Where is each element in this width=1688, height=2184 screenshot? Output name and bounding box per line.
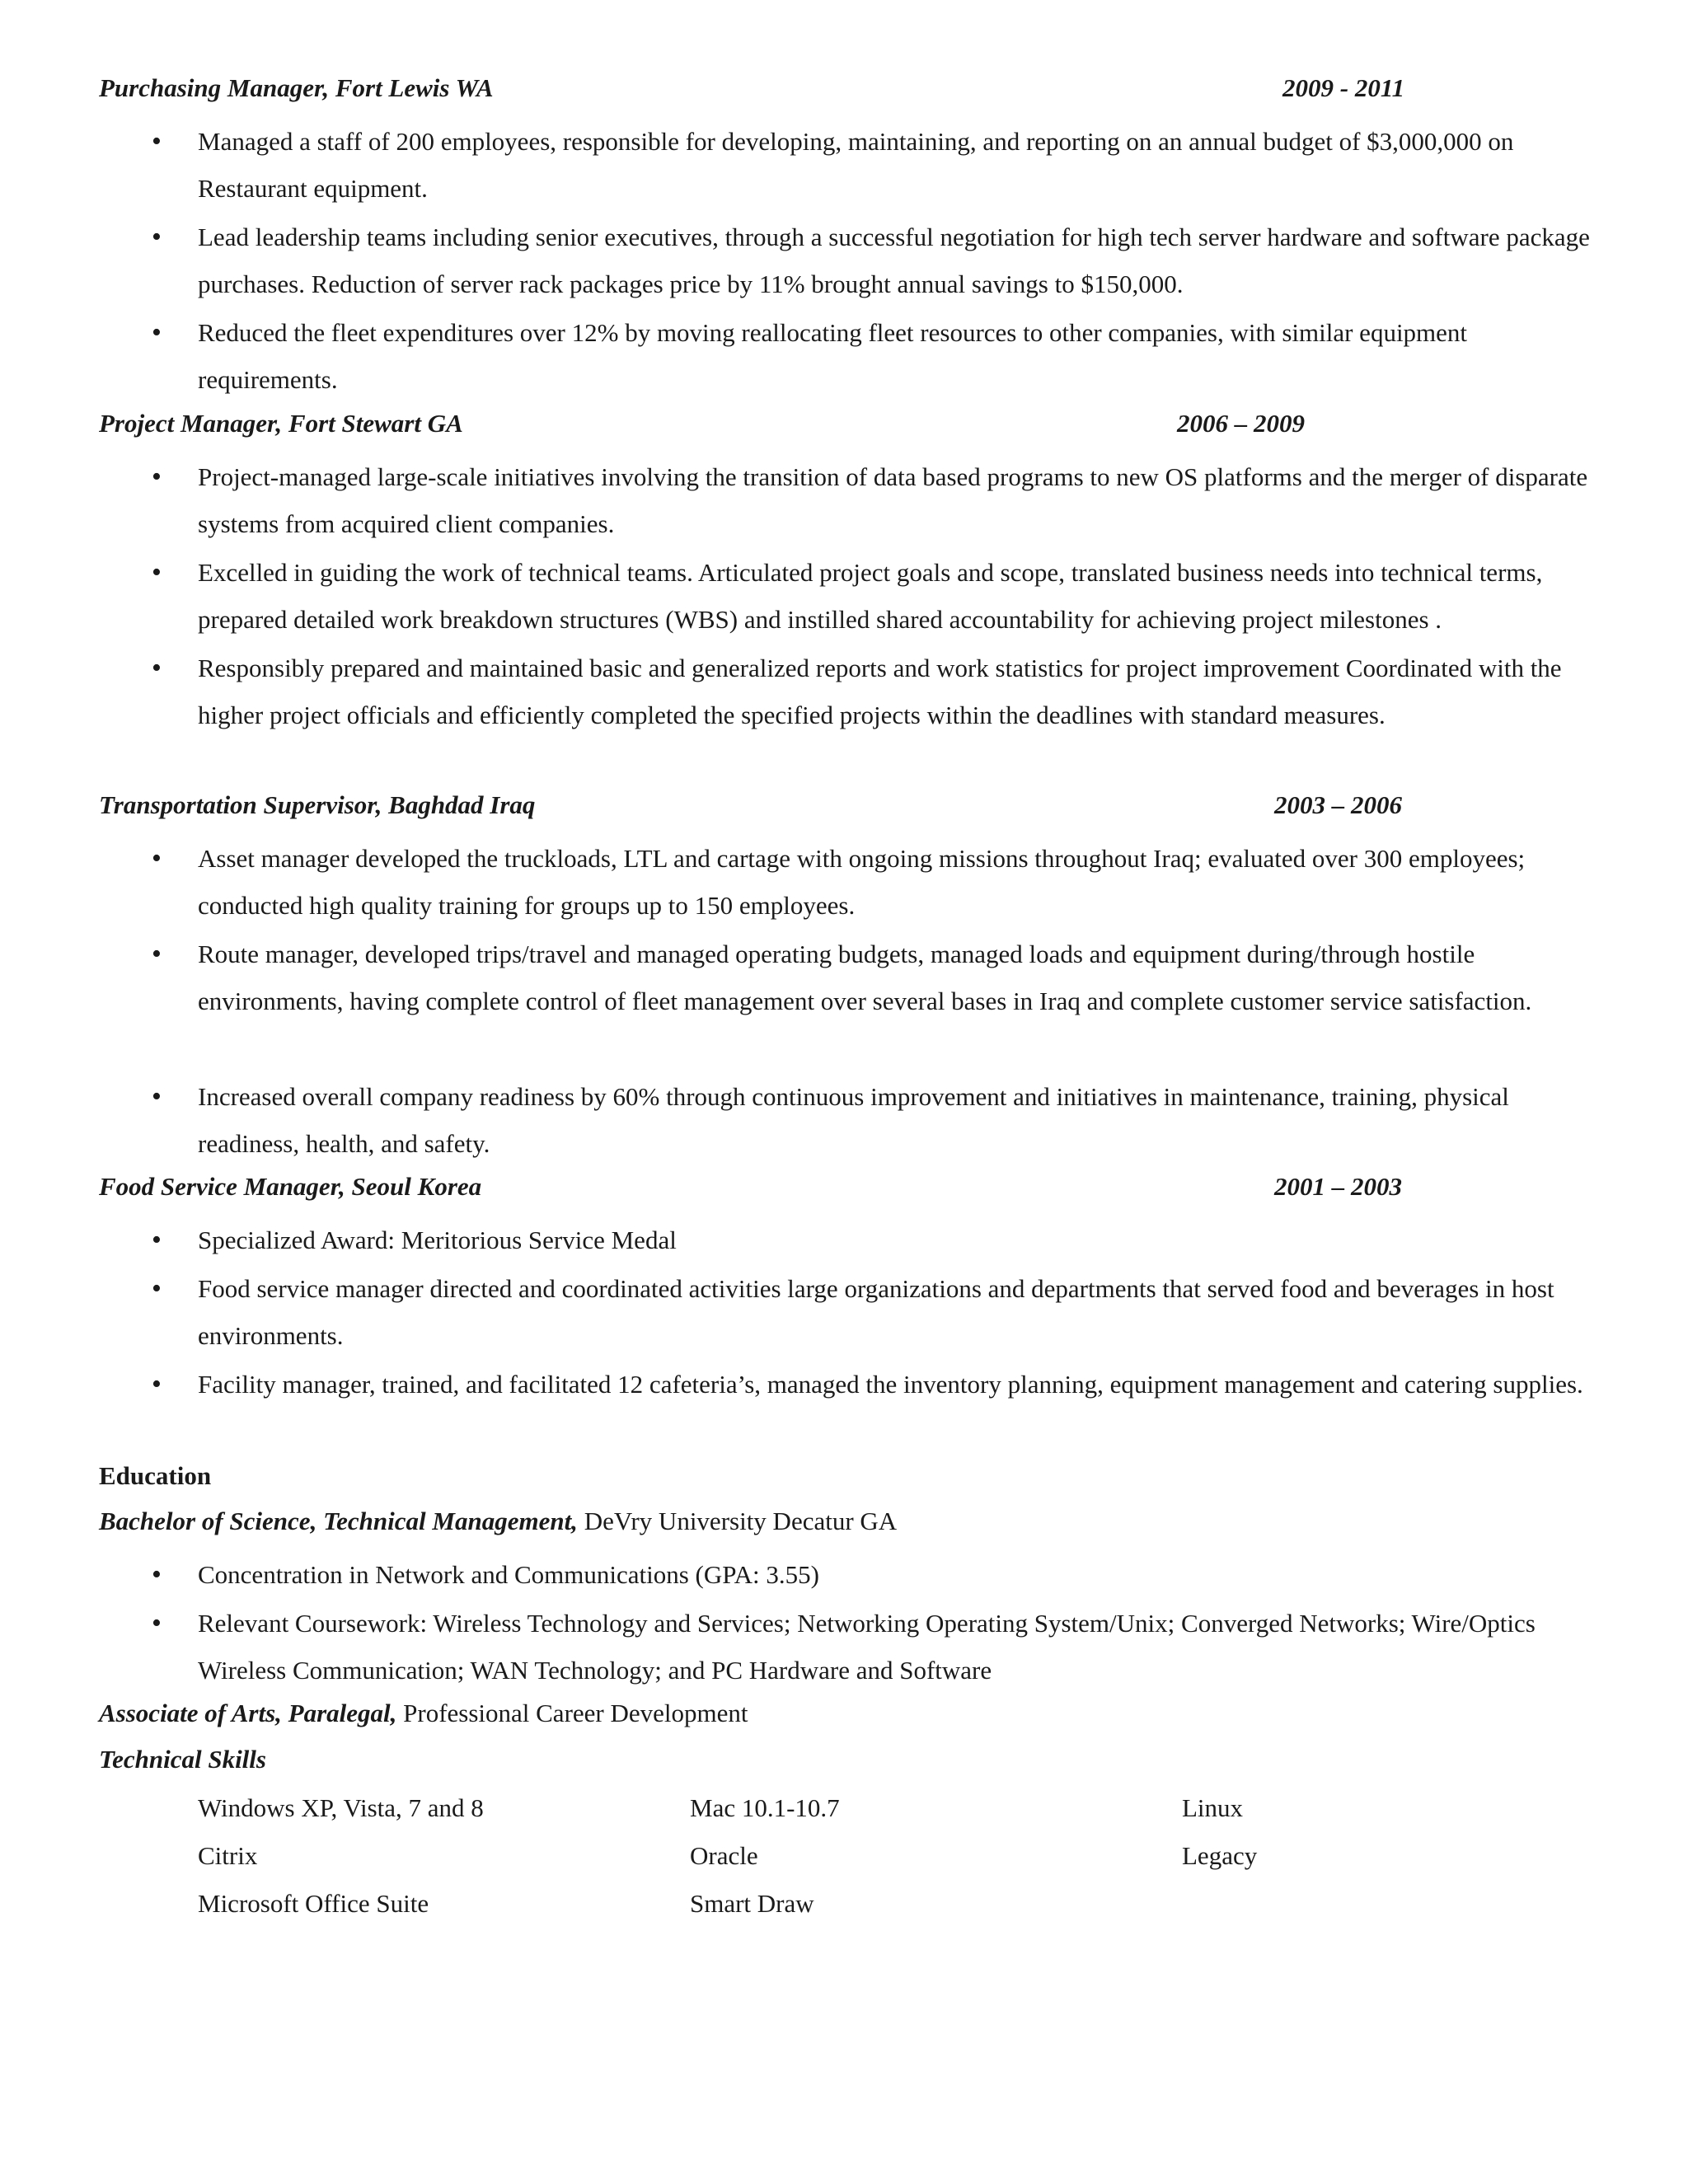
job-bullet: • Asset manager developed the truckloads, LTL and cartage with ongoing missions throughout Iraq; evaluated over 300 employees; conducted high quality training for groups up to 150 employees.: [198, 835, 1591, 929]
job-title: Food Service Manager, Seoul Korea: [99, 1172, 482, 1201]
job-title: Purchasing Manager, Fort Lewis WA: [99, 73, 494, 102]
degree-bachelor: [99, 1505, 897, 1538]
job-bullet: • Managed a staff of 200 employees, responsible for developing, maintaining, and reporting on an annual budget of $3,000,000 on Restaurant equipment.: [198, 118, 1591, 212]
degree-associate: [99, 1697, 748, 1730]
job-bullet: • Project-managed large-scale initiatives involving the transition of data based programs to new OS platforms and the merger of disparate systems from acquired client companies.: [198, 453, 1591, 547]
job-bullet: • Food service manager directed and coordinated activities large organizations and departments that served food and beverages in host environments.: [198, 1265, 1591, 1359]
job-bullet: • Reduced the fleet expenditures over 12% by moving reallocating fleet resources to other companies, with similar equipment requirements.: [198, 309, 1591, 403]
job-dates: 2001 – 2003: [1274, 1172, 1402, 1201]
education-heading: Education: [99, 1461, 212, 1490]
skill-item: Legacy: [1182, 1841, 1258, 1870]
job-dates: 2003 – 2006: [1274, 790, 1402, 819]
skill-item: Mac 10.1-10.7: [690, 1793, 840, 1822]
skill-item: Linux: [1182, 1793, 1244, 1822]
skills-heading: Technical Skills: [99, 1745, 266, 1774]
job-title: Transportation Supervisor, Baghdad Iraq: [99, 790, 536, 819]
job-bullet: • Route manager, developed trips/travel and managed operating budgets, managed loads and equipment during/through hostile environments, having complete control of fleet management over several bases in Iraq and complete customer service satisfaction.: [198, 930, 1591, 1024]
skill-item: Oracle: [690, 1841, 758, 1870]
job-bullet: • Increased overall company readiness by 60% through continuous improvement and initiatives in maintenance, training, physical readiness, health, and safety.: [198, 1073, 1591, 1167]
skill-item: Windows XP, Vista, 7 and 8: [198, 1793, 484, 1822]
job-dates: 2009 - 2011: [1282, 73, 1405, 102]
skill-item: Smart Draw: [690, 1889, 814, 1918]
degree-school: Professional Career Development: [396, 1699, 748, 1727]
skill-item: Microsoft Office Suite: [198, 1889, 429, 1918]
education-bullet: • Concentration in Network and Communications (GPA: 3.55): [198, 1551, 1591, 1598]
job-dates: 2006 – 2009: [1177, 409, 1305, 438]
degree-name: Bachelor of Science, Technical Management,: [99, 1507, 578, 1535]
degree-name: Associate of Arts, Paralegal,: [99, 1699, 397, 1727]
degree-school: DeVry University Decatur GA: [577, 1507, 898, 1535]
job-bullet: • Lead leadership teams including senior executives, through a successful negotiation for high tech server hardware and software package purchases. Reduction of server rack packages price by 11% brought annual savings to $150,000.: [198, 213, 1591, 307]
job-title: Project Manager, Fort Stewart GA: [99, 409, 463, 438]
job-bullet: • Specialized Award: Meritorious Service Medal: [198, 1216, 1591, 1263]
job-bullet: • Facility manager, trained, and facilitated 12 cafeteria’s, managed the inventory planning, equipment management and catering supplies.: [198, 1361, 1591, 1408]
education-bullet: • Relevant Coursework: Wireless Technology and Services; Networking Operating System/Unix; Converged Networks; Wire/Optics Wireless Communication; WAN Technology; and PC Hardware and Software: [198, 1600, 1591, 1694]
job-bullet: • Excelled in guiding the work of technical teams. Articulated project goals and scope, translated business needs into technical terms, prepared detailed work breakdown structures (WBS) and instilled shared accountability for achieving project milestones .: [198, 549, 1591, 643]
job-bullet: • Responsibly prepared and maintained basic and generalized reports and work statistics for project improvement Coordinated with the higher project officials and efficiently completed the specified projects within the deadlines with standard measures.: [198, 644, 1591, 738]
skill-item: Citrix: [198, 1841, 258, 1870]
